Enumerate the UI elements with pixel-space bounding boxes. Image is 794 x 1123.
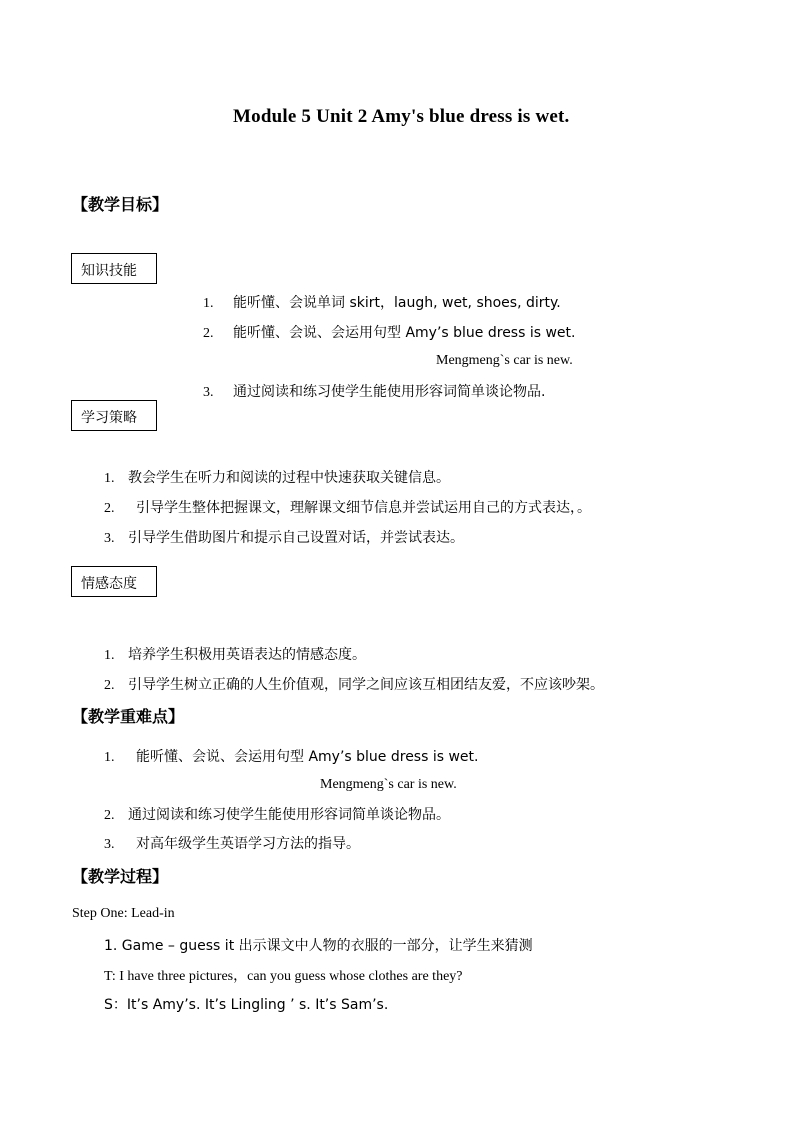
knowledge-item [203,292,561,312]
attitude-box: 情感态度 [71,566,157,597]
item-number: 1. [104,750,115,765]
page-title: Module 5 Unit 2 Amy's blue dress is wet. [233,106,570,127]
process-line: T: I have three pictures，can you guess whose clothes are they? [104,969,463,984]
item-text: 能听懂、会说、会运用句型 Amy’s blue dress is wet. [233,325,576,341]
process-line: S：It’s Amy’s. It’s Lingling ’ s. It’s Sam’s. [104,997,389,1013]
item-text: 培养学生积极用英语表达的情感态度。 [128,647,366,663]
item-text: 能听懂、会说单词 skirt，laugh, wet, shoes, dirty. [233,295,561,311]
item-number: 3. [104,837,115,852]
process-line: 1. Game – guess it 出示课文中人物的衣服的一部分，让学生来猜测 [104,938,533,954]
knowledge-item [203,322,575,342]
key-point-continuation: Mengmeng`s car is new. [320,777,457,792]
attitude-item [104,644,366,664]
strategy-item [104,527,464,547]
item-text: 通过阅读和练习使学生能使用形容词简单谈论物品。 [128,807,450,823]
item-text: 教会学生在听力和阅读的过程中快速获取关键信息。 [128,470,450,486]
item-number: 1. [104,648,115,663]
item-number: 3. [203,385,214,400]
item-number: 2. [104,808,115,823]
item-text: 对高年级学生英语学习方法的指导。 [136,836,360,852]
knowledge-box: 知识技能 [71,253,157,284]
strategy-item [104,467,450,487]
attitude-item [104,674,604,694]
item-number: 2. [104,678,115,693]
item-number: 2. [104,501,115,516]
item-number: 2. [203,326,214,341]
item-text: 通过阅读和练习使学生能使用形容词简单谈论物品. [233,384,546,400]
item-number: 1. [203,296,214,311]
process-heading: 【教学过程】 [72,867,169,886]
item-number: 3. [104,531,115,546]
knowledge-item-continuation: Mengmeng`s car is new. [436,353,573,368]
objectives-heading: 【教学目标】 [72,195,169,214]
item-text: 引导学生借助图片和提示自己设置对话，并尝试表达。 [128,530,464,546]
knowledge-item [203,381,545,401]
step-title: Step One: Lead-in [72,906,175,921]
key-point-item [104,746,478,766]
key-points-heading: 【教学重难点】 [72,707,185,726]
strategy-box: 学习策略 [71,400,157,431]
item-text: 能听懂、会说、会运用句型 Amy’s blue dress is wet. [136,749,479,765]
strategy-item [104,497,591,517]
key-point-item [104,804,450,824]
item-text: 引导学生整体把握课文，理解课文细节信息并尝试运用自己的方式表达，。 [136,500,591,516]
item-text: 引导学生树立正确的人生价值观，同学之间应该互相团结友爱，不应该吵架。 [128,677,604,693]
key-point-item [104,833,360,853]
item-number: 1. [104,471,115,486]
